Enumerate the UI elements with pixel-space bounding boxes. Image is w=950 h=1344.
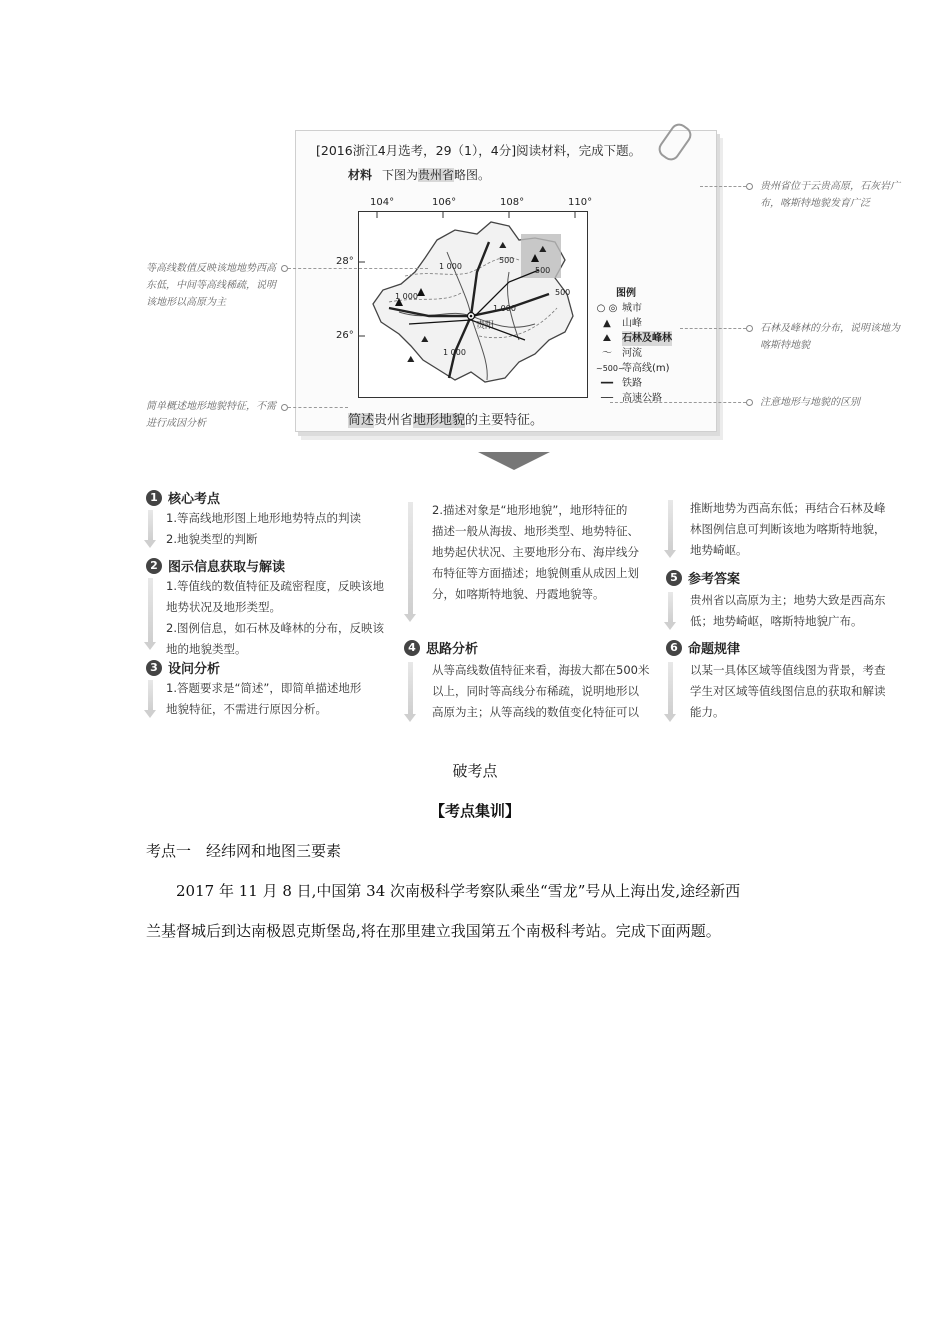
number-badge: 3 (146, 660, 162, 676)
stone-forest-icon: ⛰ (602, 333, 612, 344)
note-dot-icon (281, 404, 288, 411)
lon-label-108: 108° (500, 197, 525, 208)
contour-label: 1 000 (443, 348, 466, 357)
section-1-text: 1.等高线地形图上地形地势特点的判读 2.地貌类型的判断 (166, 511, 361, 546)
flow-arrow-icon (408, 662, 413, 714)
contour-label: 1 000 (493, 304, 516, 313)
legend-item: ▲ 山峰 (596, 316, 672, 331)
note-brief-description: 简单概述地形地貌特征，不需进行成因分析 (146, 401, 276, 429)
note-leader-line (700, 186, 746, 187)
note-leader-line (288, 407, 348, 408)
flow-arrow-icon (408, 502, 413, 614)
note-leader-line (610, 402, 746, 403)
legend-item: 〜 河流 (596, 346, 672, 361)
map-drawing (359, 212, 587, 397)
lon-label-110: 110° (568, 197, 593, 208)
guizhou-map (358, 211, 588, 398)
note-dot-icon (746, 399, 753, 406)
exam-question-card (295, 130, 717, 432)
flow-arrow-icon (148, 510, 153, 540)
section-2-text: 1.等值线的数值特征及疏密程度，反映该地 地势状况及地形类型。 2.图例信息，如石林及峰林的分布，反映该 地的地貌类型。 (166, 579, 384, 656)
contour-icon: ~500~ (596, 364, 625, 373)
question-source: [2016浙江4月选考，29（1），4分]阅读材料，完成下题。 (316, 143, 642, 158)
question-text: 简述贵州省地形地貌的主要特征。 (348, 413, 544, 428)
flow-arrow-icon (148, 680, 153, 710)
number-badge: 1 (146, 490, 162, 506)
section-reasoning: 4 思路分析 (404, 638, 478, 657)
svg-text:⛰: ⛰ (539, 245, 547, 255)
note-guizhou-location: 贵州省位于云贵高原，石灰岩广布，喀斯特地貌发育广泛 (760, 181, 900, 209)
legend-title: 图例 (616, 288, 636, 299)
note-karst-distribution: 石林及峰林的分布，说明该地为喀斯特地貌 (760, 323, 900, 351)
contour-label: 500 (499, 256, 515, 265)
flow-arrow-icon (668, 592, 673, 622)
section-6-text: 以某一具体区域等值线图为背景，考查 学生对区域等值线图信息的获取和解读 能力。 (690, 663, 886, 719)
note-dot-icon (746, 325, 753, 332)
lon-label-106: 106° (432, 197, 457, 208)
material-line: 材料 下图为贵州省略图。 (348, 168, 491, 182)
paperclip-icon (655, 120, 695, 164)
legend-item: ── 高速公路 (596, 391, 672, 406)
note-dot-icon (281, 265, 288, 272)
contour-label: 1 000 (395, 292, 418, 301)
number-badge: 5 (666, 570, 682, 586)
section-5-text: 贵州省以高原为主；地势大致是西高东 低；地势崎岖，喀斯特地貌广布。 (690, 593, 886, 628)
svg-text:⛰: ⛰ (421, 335, 429, 345)
paragraph-line-1: 2017 年 11 月 8 日,中国第 34 次南极科学考察队乘坐“雪龙”号从上海出发,途经新西 (176, 882, 741, 900)
section-4-continued-text: 推断地势为西高东低；再结合石林及峰 林图例信息可判断该地为喀斯特地貌， 地势崎岖。 (690, 501, 886, 557)
flow-arrow-icon (148, 578, 153, 642)
legend-item: ○ ◎ 城市 (596, 303, 642, 314)
river-icon: 〜 (602, 348, 612, 359)
section-proposition-pattern: 6 命题规律 (666, 638, 740, 657)
section-figure-info: 2 图示信息获取与解读 (146, 556, 285, 575)
legend-item: ⛰ 石林及峰林 (596, 331, 672, 346)
number-badge: 6 (666, 640, 682, 656)
section-core-points: 1 核心考点 (146, 488, 220, 507)
legend-item: ~500~ 等高线(m) (596, 363, 670, 374)
peak-icon: ▲ (603, 318, 611, 329)
legend-item: ━━ 铁路 (596, 376, 672, 391)
railway-icon: ━━ (600, 378, 614, 389)
number-badge: 2 (146, 558, 162, 574)
note-contour-analysis: 等高线数值反映该地地势西高东低，中间等高线稀疏，说明该地形以高原为主 (146, 263, 276, 308)
note-dot-icon (746, 183, 753, 190)
contour-label: 500 (535, 266, 551, 275)
topic-title: 考点一 经纬网和地图三要素 (146, 842, 342, 860)
lat-label-26: 26° (336, 330, 354, 341)
flow-arrow-icon (668, 500, 673, 550)
arrow-down-icon (478, 452, 550, 470)
section-3-continued-text: 2.描述对象是“地形地貌”，地形特征的 描述一般从海拔、地形类型、地势特征、 地势起伏状况、主要地形分布、海岸线分 布特征等方面描述；地貌侧重从成因上划 分，如喀斯特地貌、丹霞地貌等。 (432, 503, 639, 601)
contour-label: 500 (555, 288, 571, 297)
note-leader-line (680, 328, 746, 329)
note-leader-line (288, 268, 428, 269)
city-label-guiyang: 贵阳 (476, 321, 495, 331)
lat-label-28: 28° (336, 256, 354, 267)
section-question-analysis: 3 设问分析 (146, 658, 220, 677)
svg-text:⛰: ⛰ (407, 355, 415, 365)
material-label: 材料 (348, 168, 373, 182)
paragraph-line-2: 兰基督城后到达南极恩克斯堡岛,将在那里建立我国第五个南极科考站。完成下面两题。 (146, 922, 721, 940)
section-reference-answer: 5 参考答案 (666, 568, 740, 587)
heading-break-points: 破考点 (452, 762, 498, 780)
number-badge: 4 (404, 640, 420, 656)
svg-text:⛰: ⛰ (499, 241, 507, 251)
note-landform-difference: 注意地形与地貌的区别 (760, 397, 860, 408)
lon-label-104: 104° (370, 197, 395, 208)
subheading-training: 【考点集训】 (429, 802, 520, 820)
section-4-text: 从等高线数值特征来看，海拔大都在500米 以上，同时等高线分布稀疏，说明地形以 高原为主；从等高线的数值变化特征可以 (432, 663, 650, 719)
highway-icon: ── (600, 393, 614, 404)
section-3-text: 1.答题要求是“简述”，即简单描述地形 地貌特征，不需进行原因分析。 (166, 681, 362, 716)
flow-arrow-icon (668, 662, 673, 714)
map-legend (596, 286, 672, 406)
contour-label: 1 000 (439, 262, 462, 271)
city-icon: ○ ◎ (596, 303, 618, 314)
